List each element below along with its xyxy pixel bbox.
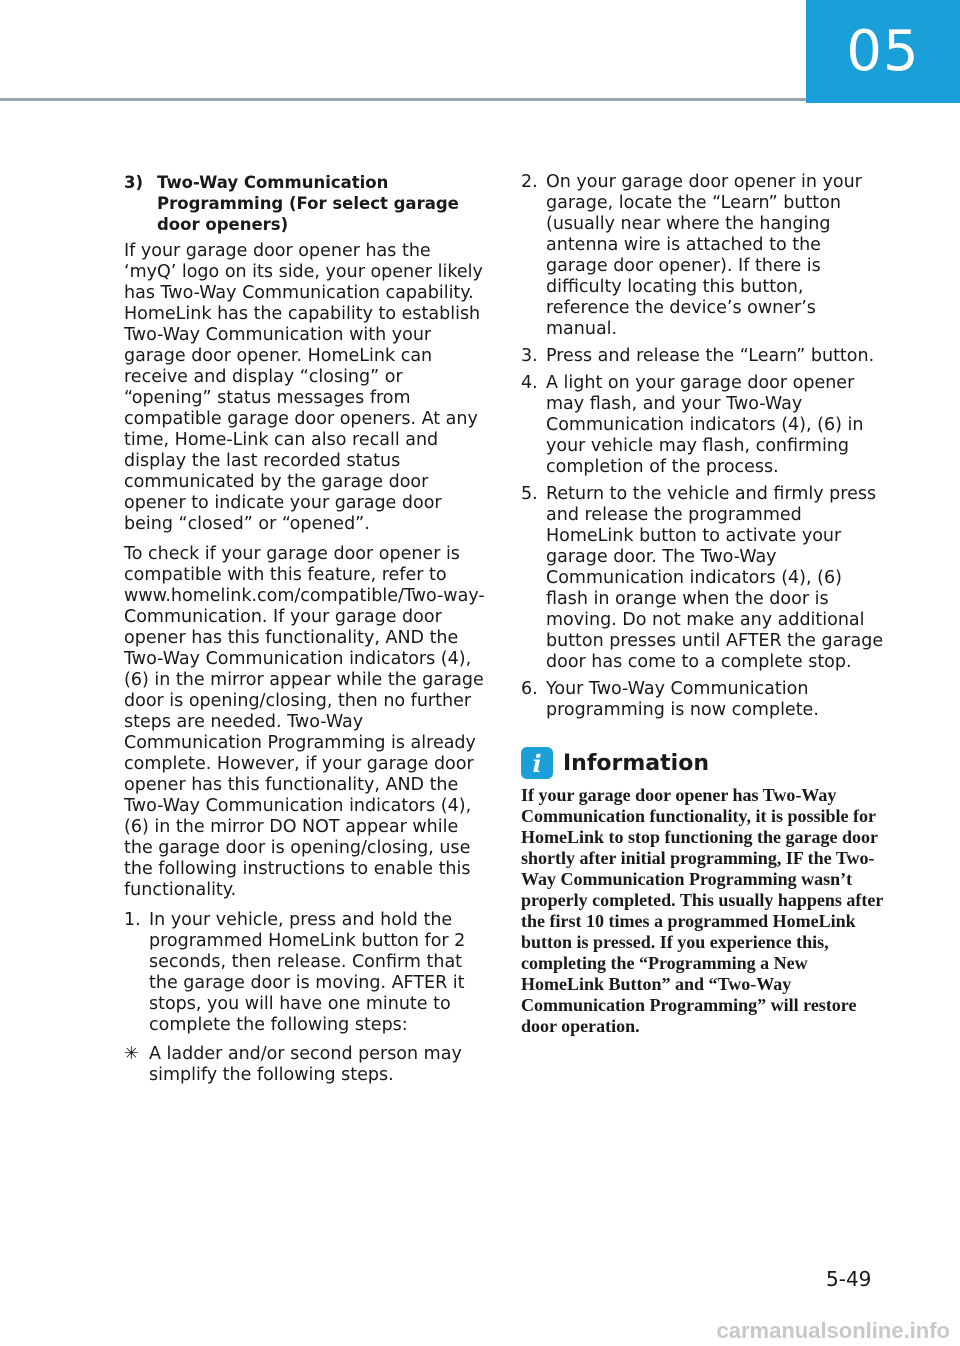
section-subheading [124,172,486,235]
step-5 [521,484,885,673]
right-column [521,172,885,1037]
watermark: carmanualsonline.info [716,1318,950,1343]
information-text: If your garage door opener has Two-Way Communication functionality, it is possible for HomeLink to stop functioning the garage door shortly after initial programming, IF the Two-Way Communication Programming wasn’t properly completed. This usually happens after the first 10 times a programmed HomeLink button is pressed. If you experience this, completing the “Programming a New HomeLink Button” and “Two-Way Communication Programming” will restore door operation. [521,785,884,1036]
subheading-number: 3) [124,173,144,192]
note [124,1044,486,1086]
information-header [521,747,885,779]
step-text: Return to the vehicle and firmly press and release the programmed HomeLink button to activate your garage door. The Two-Way Communication indicators (4), (6) flash in orange when the door is moving. Do not make any additional button presses until AFTER the garage door has come to a complete stop. [546,484,884,672]
chapter-tab [806,0,960,103]
note-text: A ladder and/or second person may simplify the following steps. [149,1044,462,1085]
step-number: 1. [124,910,141,930]
subheading-text: Two-Way Communication Programming (For select garage door openers) [157,173,459,234]
paragraph-myq: If your garage door opener has the ‘myQ’ logo on its side, your opener likely has Two-Way Communication capability. HomeLink has the capability to establish Two-Way Communication with your garage door opener. HomeLink can receive and display “closing” or “opening” status messages from compatible garage door openers. At any time, Home-Link can also recall and display the last recorded status communicated by the garage door opener to indicate your garage door being “closed” or “opened”. [124,241,483,534]
step-4 [521,373,885,478]
step-text: In your vehicle, press and hold the programmed HomeLink button for 2 seconds, then release. Confirm that the garage door is moving. AFTER it stops, you will have one minute to complete the following steps: [149,910,466,1035]
left-column [124,172,486,1086]
step-number: 6. [521,679,538,699]
step-text: Your Two-Way Communication programming is now complete. [546,679,819,720]
info-icon: i [521,747,553,779]
paragraph-compatibility: To check if your garage door opener is compatible with this feature, refer to www.homelink.com/compatible/Two-way-Communication. If your garage door opener has this functionality, AND the Two-Way Communication indicators (4), (6) in the mirror appear while the garage door is opening/closing, then no further steps are needed. Two-Way Communication Programming is already complete. However, if your garage door opener has this functionality, AND the Two-Way Communication indicators (4), (6) in the mirror DO NOT appear while the garage door is opening/closing, use the following instructions to enable this functionality. [124,544,485,900]
step-text: A light on your garage door opener may flash, and your Two-Way Communication indicators (4), (6) in your vehicle may flash, confirming completion of the process. [546,373,864,477]
step-3 [521,346,885,367]
step-number: 3. [521,346,538,366]
step-text: Press and release the “Learn” button. [546,346,875,366]
step-text: On your garage door opener in your garage, locate the “Learn” button (usually near where the hanging antenna wire is attached to the garage door opener). If there is difficulty locating this button, reference the device’s owner’s manual. [546,172,862,339]
information-title: Information [563,750,709,776]
step-2 [521,172,885,340]
chapter-number: 05 [846,19,920,84]
step-6 [521,679,885,721]
step-1 [124,910,486,1036]
step-number: 2. [521,172,538,192]
step-number: 4. [521,373,538,393]
header-rule [0,98,806,101]
note-icon: ✳ [124,1044,139,1064]
step-number: 5. [521,484,538,504]
page-number: 5-49 [826,1267,872,1291]
